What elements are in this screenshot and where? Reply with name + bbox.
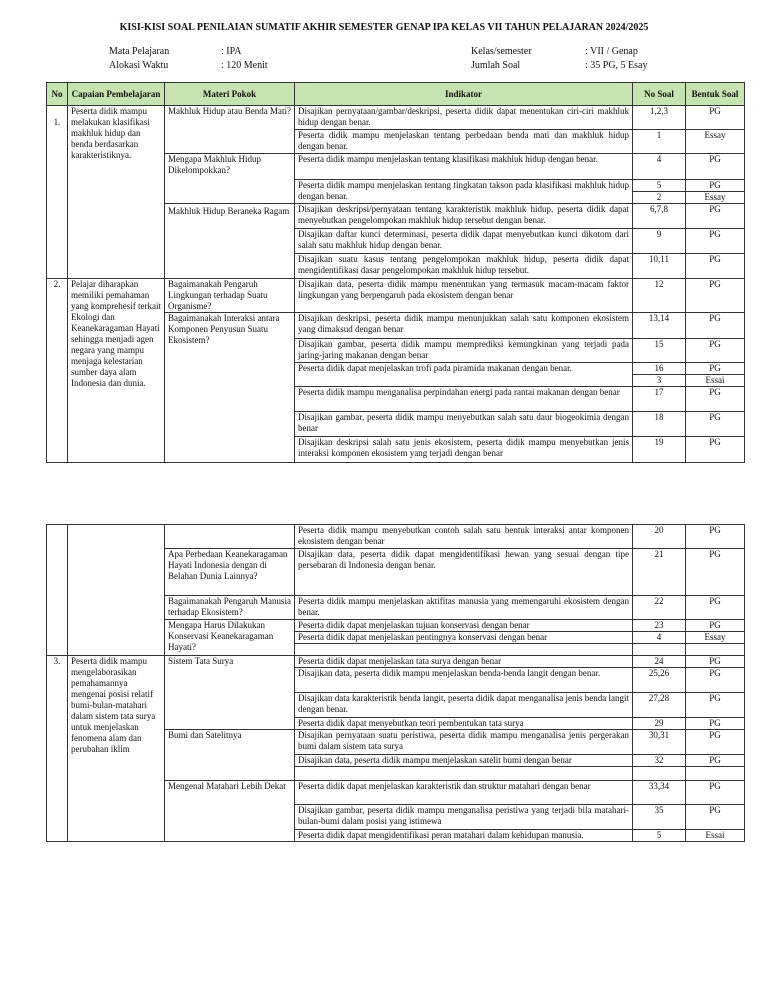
indikator: Peserta didik mampu menganalisa perpindahan energi pada rantai makanan dengan benar bbox=[295, 387, 633, 412]
no-soal: 23 bbox=[633, 620, 686, 632]
header-materi: Materi Pokok bbox=[165, 83, 295, 106]
cp-number bbox=[47, 525, 68, 656]
no-soal: 27,28 bbox=[633, 693, 686, 718]
bentuk-soal bbox=[686, 644, 745, 656]
bentuk-soal: PG bbox=[686, 313, 745, 339]
no-soal: 21 bbox=[633, 549, 686, 596]
indikator: Disajikan deskripsi salah satu jenis ekosistem, peserta didik mampu menyebutkan jenis interaksi komponen ekosistem yang terjadi dengan benar bbox=[295, 437, 633, 463]
no-soal: 30,31 bbox=[633, 730, 686, 755]
indikator: Peserta didik dapat menjelaskan tujuan konservasi dengan benar bbox=[295, 620, 633, 632]
bentuk-soal: PG bbox=[686, 254, 745, 279]
indikator: Disajikan gambar, peserta didik mampu menganalisa peristiwa yang terjadi bila matahari-bulan-bumi dalam posisi yang istimewa bbox=[295, 805, 633, 830]
materi-pokok bbox=[165, 525, 295, 549]
bentuk-soal: Essai bbox=[686, 830, 745, 842]
indikator: Peserta didik dapat menjelaskan tata surya dengan benar bbox=[295, 656, 633, 668]
no-soal: 22 bbox=[633, 596, 686, 620]
no-soal: 35 bbox=[633, 805, 686, 830]
indikator: Peserta didik mampu menjelaskan tentang tingkatan takson pada klasifikasi makhluk hidup dengan benar. bbox=[295, 180, 633, 204]
no-soal: 3 bbox=[633, 375, 686, 387]
materi-pokok: Mengapa Makhluk Hidup Dikelompokkan? bbox=[165, 154, 295, 204]
indikator: Disajikan deskripsi/pernyataan tentang karakteristik makhluk hidup, peserta didik dapat menyebutkan pengelompokan makhluk hidup tersebut dengan benar. bbox=[295, 204, 633, 229]
indikator: Peserta didik dapat menjelaskan karakteristik dan struktur matahari dengan benar bbox=[295, 781, 633, 805]
indikator: Peserta didik mampu menyebutkan contoh salah satu bentuk interaksi antar komponen ekosistem dengan benar bbox=[295, 525, 633, 549]
no-soal: 1,2,3 bbox=[633, 106, 686, 130]
table-row bbox=[47, 106, 745, 130]
indikator: Disajikan gambar, peserta didik mampu menyebutkan salah satu daur biogeokimia dengan benar bbox=[295, 412, 633, 437]
bentuk-soal: PG bbox=[686, 229, 745, 254]
indikator bbox=[295, 767, 633, 781]
bentuk-soal: PG bbox=[686, 154, 745, 180]
bentuk-soal: PG bbox=[686, 412, 745, 437]
no-soal: 5 bbox=[633, 830, 686, 842]
materi-pokok: Mengapa Harus Dilakukan Konservasi Keanekaragaman Hayati? bbox=[165, 620, 295, 656]
no-soal: 29 bbox=[633, 718, 686, 730]
capaian-pembelajaran: Pelajar diharapkan memiliki pemahaman yang komprehesif terkait Ekologi dan Keanekaragaman Hayati sehingga menjadi agen negara yang mampu menjaga kelestarian sumber daya alam Indonesia dan dunia. bbox=[68, 279, 165, 463]
table-row bbox=[47, 656, 745, 668]
materi-pokok: Sistem Tata Surya bbox=[165, 656, 295, 730]
indikator: Peserta didik dapat menjelaskan trofi pada piramida makanan dengan benar. bbox=[295, 363, 633, 387]
alokasi-value: : 120 Menit bbox=[221, 60, 268, 71]
bentuk-soal: Essay bbox=[686, 632, 745, 644]
bentuk-soal: PG bbox=[686, 805, 745, 830]
no-soal: 32 bbox=[633, 755, 686, 767]
bentuk-soal: PG bbox=[686, 781, 745, 805]
no-soal: 4 bbox=[633, 632, 686, 644]
no-soal: 18 bbox=[633, 412, 686, 437]
indikator: Disajikan data, peserta didik dapat mengidentifikasi hewan yang sesuai dengan tipe persebaran di Indonesia dengan benar. bbox=[295, 549, 633, 596]
bentuk-soal: Essay bbox=[686, 192, 745, 204]
bentuk-soal: PG bbox=[686, 730, 745, 755]
bentuk-soal: PG bbox=[686, 656, 745, 668]
materi-pokok: Apa Perbedaan Keanekaragaman Hayati Indonesia dengan di Belahan Dunia Lainnya? bbox=[165, 549, 295, 596]
mapel-value: : IPA bbox=[221, 46, 242, 57]
no-soal: 16 bbox=[633, 363, 686, 375]
materi-pokok: Makhluk Hidup atau Benda Mati? bbox=[165, 106, 295, 154]
bentuk-soal: PG bbox=[686, 339, 745, 363]
bentuk-soal: PG bbox=[686, 668, 745, 693]
bentuk-soal: PG bbox=[686, 363, 745, 375]
kisi-table-part-2 bbox=[46, 524, 745, 842]
materi-pokok: Bagaimanakah Pengaruh Lingkungan terhadap Suatu Organisme? bbox=[165, 279, 295, 313]
indikator: Disajikan daftar kunci determinasi, peserta didik dapat menyebutkan kunci dikotom dari salah satu makhluk hidup dengan benar. bbox=[295, 229, 633, 254]
document-title: KISI-KISI SOAL PENILAIAN SUMATIF AKHIR SEMESTER GENAP IPA KELAS VII TAHUN PELAJARAN 2024/2025 bbox=[119, 22, 649, 33]
kelas-label: Kelas/semester bbox=[471, 46, 532, 57]
no-soal: 10,11 bbox=[633, 254, 686, 279]
indikator: Peserta didik dapat menyebutkan teori pembentukan tata surya bbox=[295, 718, 633, 730]
indikator: Peserta didik mampu menjelaskan tentang perbedaan benda mati dan makhluk hidup dengan benar. bbox=[295, 130, 633, 154]
bentuk-soal: PG bbox=[686, 718, 745, 730]
no-soal: 5 bbox=[633, 180, 686, 192]
indikator: Peserta didik dapat mengidentifikasi peran matahari dalam kehidupan manusia. bbox=[295, 830, 633, 842]
cp-number: 3. bbox=[47, 656, 68, 842]
bentuk-soal: PG bbox=[686, 279, 745, 313]
bentuk-soal: PG bbox=[686, 180, 745, 192]
bentuk-soal: PG bbox=[686, 204, 745, 229]
kisi-table-part-1 bbox=[46, 82, 745, 463]
bentuk-soal: Essay bbox=[686, 130, 745, 154]
materi-pokok: Makhluk Hidup Beraneka Ragam bbox=[165, 204, 295, 279]
no-soal: 12 bbox=[633, 279, 686, 313]
no-soal: 6,7,8 bbox=[633, 204, 686, 229]
indikator: Disajikan pernyataan suatu peristiwa, peserta didik mampu menganalisa jenis pergerakan bumi dalam sistem tata surya bbox=[295, 730, 633, 755]
alokasi-label: Alokasi Waktu bbox=[109, 60, 169, 71]
bentuk-soal: PG bbox=[686, 755, 745, 767]
indikator: Peserta didik mampu menjelaskan aktifitas manusia yang memengaruhi ekosistem dengan benar. bbox=[295, 596, 633, 620]
kelas-value: : VII / Genap bbox=[585, 46, 638, 57]
header-capaian: Capaian Pembelajaran bbox=[68, 83, 165, 106]
materi-pokok: Mengenal Matahari Lebih Dekat bbox=[165, 781, 295, 842]
indikator: Disajikan data, peserta didik mampu menjelaskan benda-benda langit dengan benar. bbox=[295, 668, 633, 693]
no-soal: 24 bbox=[633, 656, 686, 668]
indikator: Disajikan gambar, peserta didik mampu memprediksi kemungkinan yang terjadi pada jaring-jaring makanan dengan benar bbox=[295, 339, 633, 363]
header-indikator: Indikator bbox=[295, 83, 633, 106]
no-soal: 13,14 bbox=[633, 313, 686, 339]
no-soal: 15 bbox=[633, 339, 686, 363]
cp-number: 2. bbox=[47, 279, 68, 463]
bentuk-soal: PG bbox=[686, 693, 745, 718]
cp-number: 1. bbox=[47, 106, 68, 279]
bentuk-soal: PG bbox=[686, 437, 745, 463]
indikator: Disajikan pernyataan/gambar/deskripsi, peserta didik dapat menentukan ciri-ciri makhluk hidup dengan benar. bbox=[295, 106, 633, 130]
bentuk-soal: PG bbox=[686, 387, 745, 412]
no-soal: 2 bbox=[633, 192, 686, 204]
materi-pokok: Bumi dan Satelitnya bbox=[165, 730, 295, 781]
indikator: Peserta didik mampu menjelaskan tentang klasifikasi makhluk hidup dengan benar. bbox=[295, 154, 633, 180]
indikator bbox=[295, 644, 633, 656]
bentuk-soal: Essai bbox=[686, 375, 745, 387]
header-bentuk-soal: Bentuk Soal bbox=[686, 83, 745, 106]
mapel-label: Mata Pelajaran bbox=[109, 46, 170, 57]
indikator: Disajikan suatu kasus tentang pengelompokan makhluk hidup, peserta didik dapat mengidentifikasi dasar pengelompokan makhluk hidup tersebut. bbox=[295, 254, 633, 279]
bentuk-soal: PG bbox=[686, 620, 745, 632]
materi-pokok: Bagaimanakah Interaksi antara Komponen Penyusun Suatu Ekosistem? bbox=[165, 313, 295, 463]
header-no-soal: No Soal bbox=[633, 83, 686, 106]
indikator: Peserta didik dapat menjelaskan pentingnya konservasi dengan benar bbox=[295, 632, 633, 644]
bentuk-soal: PG bbox=[686, 549, 745, 596]
header-no: No bbox=[47, 83, 68, 106]
table-header-row bbox=[47, 83, 745, 106]
no-soal: 1 bbox=[633, 130, 686, 154]
table-row bbox=[47, 279, 745, 313]
bentuk-soal: PG bbox=[686, 106, 745, 130]
no-soal: 25,26 bbox=[633, 668, 686, 693]
no-soal: 17 bbox=[633, 387, 686, 412]
table-row bbox=[47, 525, 745, 549]
no-soal: 4 bbox=[633, 154, 686, 180]
no-soal bbox=[633, 767, 686, 781]
bentuk-soal: PG bbox=[686, 525, 745, 549]
indikator: Disajikan data, peserta didik mampu menentukan yang termasuk macam-macam faktor lingkungan yang berpengaruh pada ekosistem dengan benar bbox=[295, 279, 633, 313]
bentuk-soal: PG bbox=[686, 596, 745, 620]
no-soal bbox=[633, 644, 686, 656]
no-soal: 20 bbox=[633, 525, 686, 549]
jumlah-value: : 35 PG, 5 Esay bbox=[585, 60, 648, 71]
jumlah-label: Jumlah Soal bbox=[471, 60, 521, 71]
bentuk-soal bbox=[686, 767, 745, 781]
capaian-pembelajaran: Peserta didik mampu mengelaborasikan pemahamannya mengenai posisi relatif bumi-bulan-matahari dalam sistem tata surya untuk menjelaskan fenomena alam dan perubahan iklim bbox=[68, 656, 165, 842]
capaian-pembelajaran bbox=[68, 525, 165, 656]
materi-pokok: Bagaimanakah Pengaruh Manusia terhadap Ekosistem? bbox=[165, 596, 295, 620]
capaian-pembelajaran: Peserta didik mampu melakukan klasifikasi makhluk hidup dan benda berdasarkan karakteristiknya. bbox=[68, 106, 165, 279]
indikator: Disajikan data, peserta didik mampu menjelaskan satelit bumi dengan benar bbox=[295, 755, 633, 767]
no-soal: 19 bbox=[633, 437, 686, 463]
indikator: Disajikan data karakteristik benda langit, peserta didik dapat menganalisa jenis benda langit dengan benar. bbox=[295, 693, 633, 718]
no-soal: 33,34 bbox=[633, 781, 686, 805]
no-soal: 9 bbox=[633, 229, 686, 254]
indikator: Disajikan deskripsi, peserta didik mampu menunjukkan salah satu komponen ekosistem yang dimaksud dengan benar bbox=[295, 313, 633, 339]
